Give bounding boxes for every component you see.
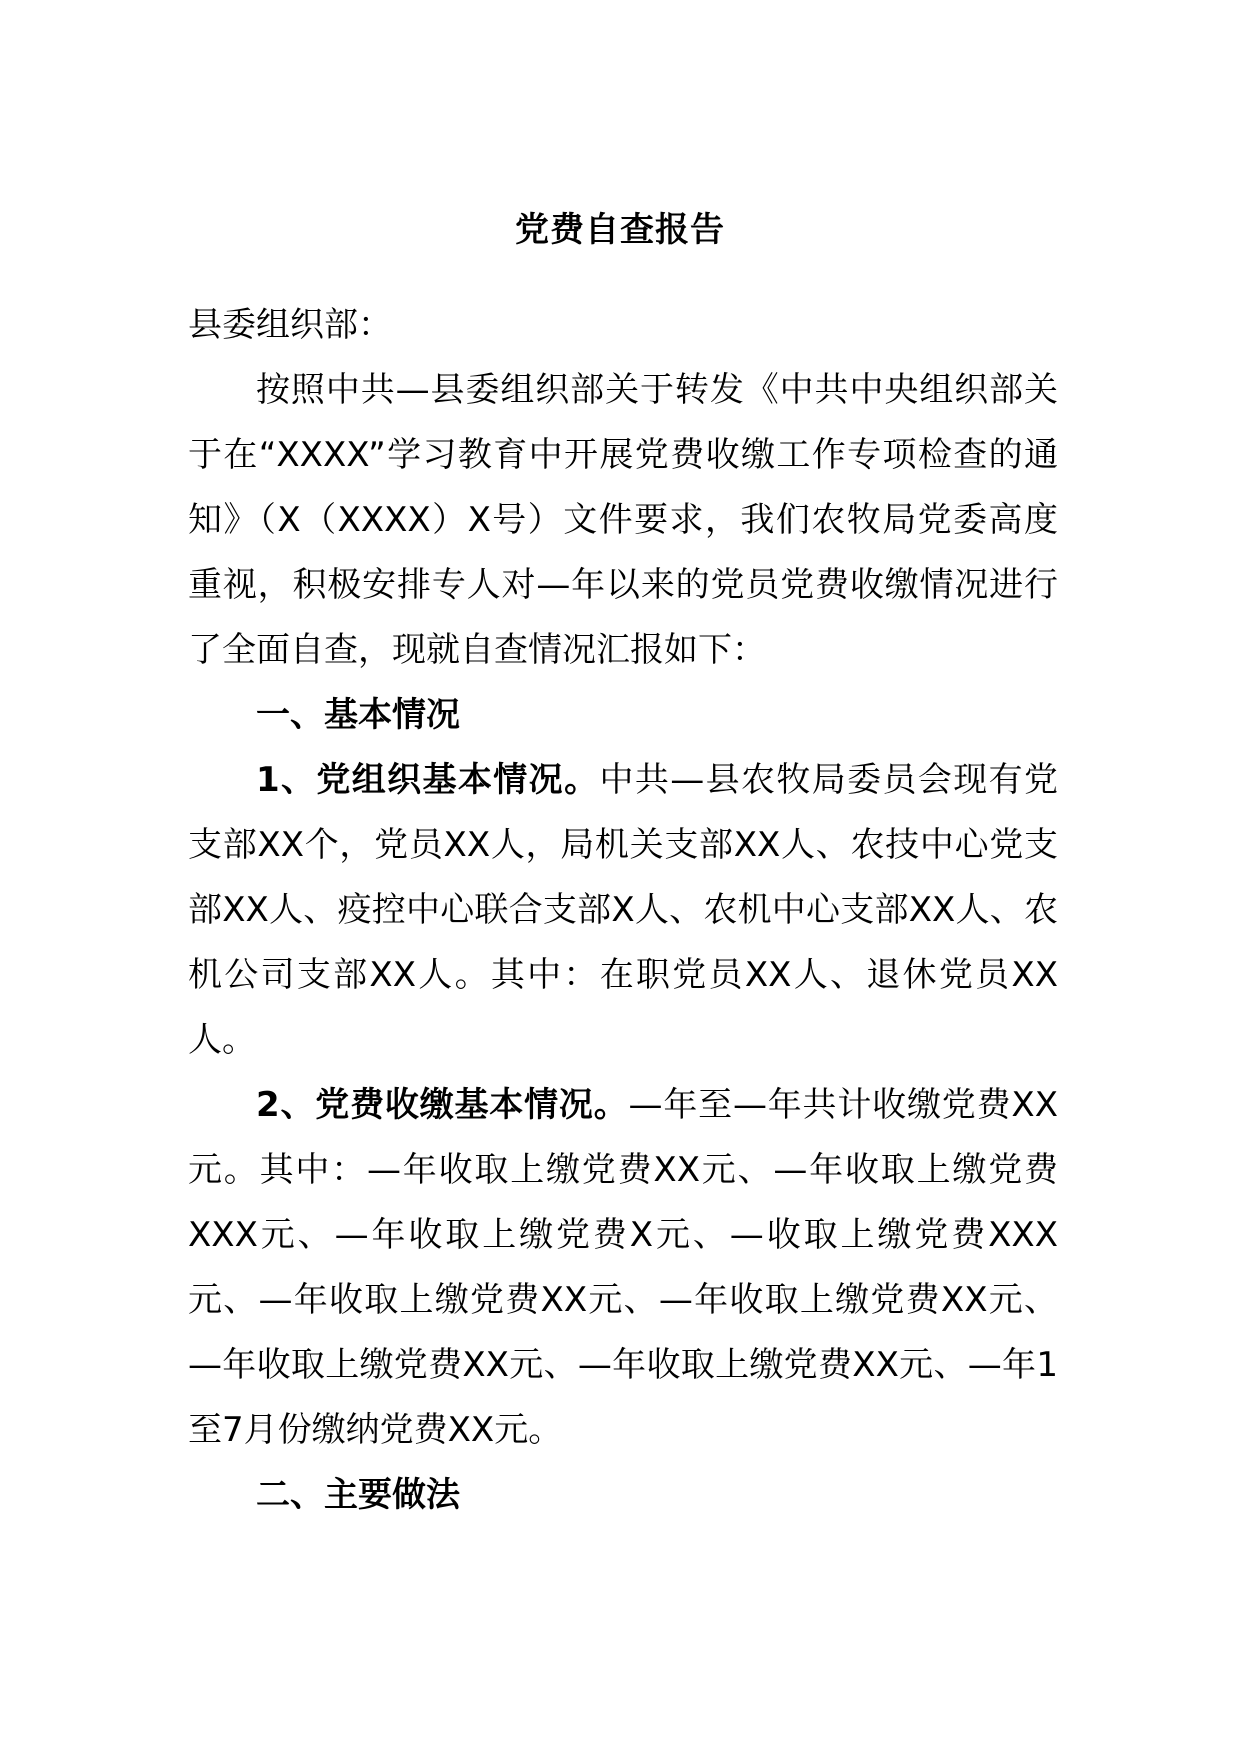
paragraph-lead: 2、党费收缴基本情况。 (256, 1085, 629, 1125)
section-heading-basic: 一、基本情况 (256, 695, 460, 735)
document-body (188, 293, 1058, 1528)
paragraph-text: —年至—年共计收缴党费XX元。其中：—年收取上缴党费XX元、—年收取上缴党费XXX元、—年收取上缴党费X元、—收取上缴党费XXX元、—年收取上缴党费XX元、—年收取上缴党费XX元、—年收取上缴党费XX元、—年收取上缴党费XX元、—年1至7月份缴纳党费XX元。 (188, 1085, 1058, 1450)
page-title: 党费自查报告 (515, 210, 725, 250)
paragraph-lead: 1、党组织基本情况。 (256, 760, 600, 800)
intro-paragraph: 按照中共—县委组织部关于转发《中共中央组织部关于在“XXXX”学习教育中开展党费收缴工作专项检查的通知》（X（XXXX）X号）文件要求，我们农牧局党委高度重视，积极安排专人对—年以来的党员党费收缴情况进行了全面自查，现就自查情况汇报如下： (188, 370, 1058, 670)
paragraph-party-organization (188, 748, 1058, 1073)
salutation: 县委组织部： (188, 305, 392, 345)
section-heading-practices: 二、主要做法 (256, 1475, 460, 1515)
paragraph-dues-collection (188, 1073, 1058, 1463)
paragraph-text: 中共—县农牧局委员会现有党支部XX个，党员XX人，局机关支部XX人、农技中心党支部XX人、疫控中心联合支部X人、农机中心支部XX人、农机公司支部XX人。其中：在职党员XX人、退休党员XX人。 (188, 760, 1058, 1060)
